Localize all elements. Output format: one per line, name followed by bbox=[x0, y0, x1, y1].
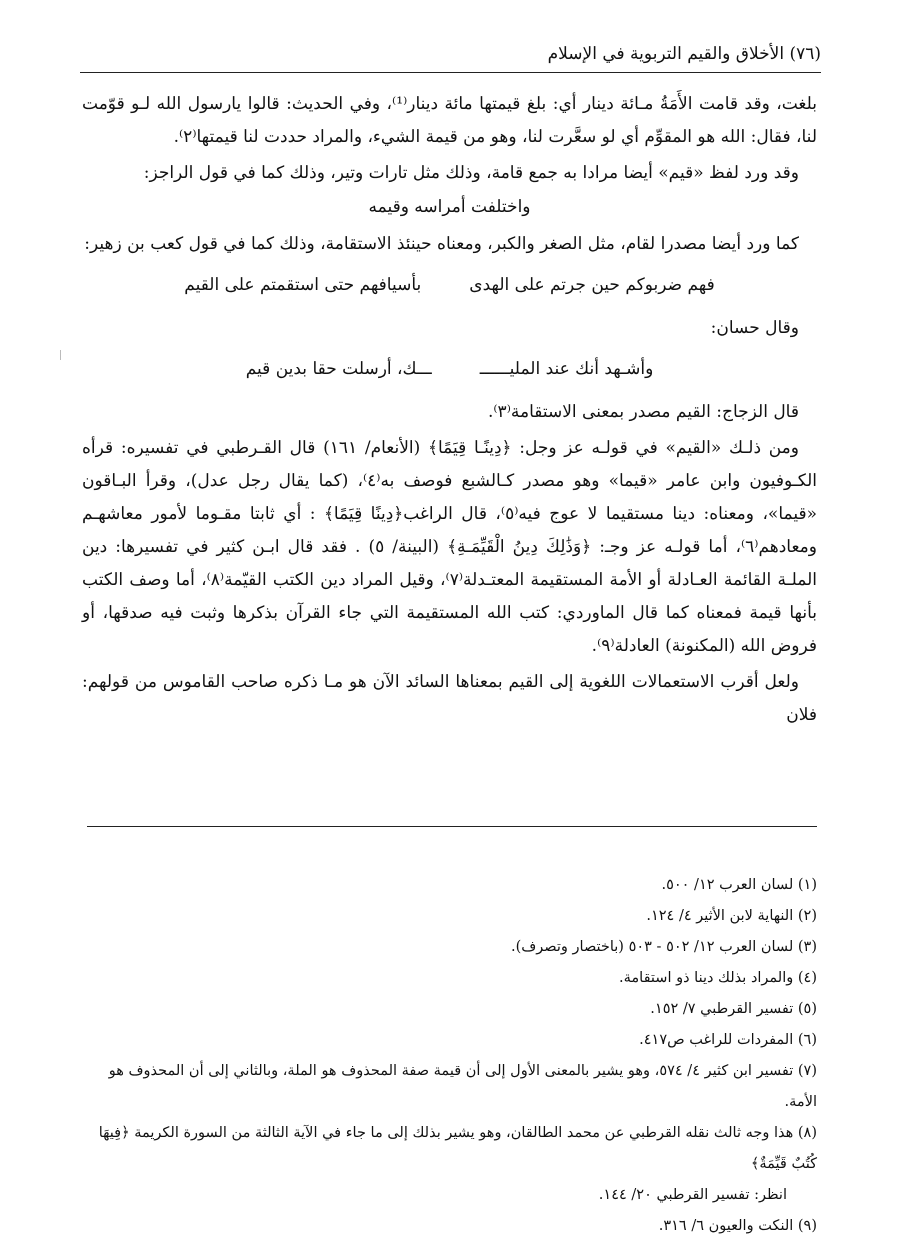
paragraph-3: كما ورد أيضا مصدرا لقام، مثل الصغر والكبر، ومعناه حينئذ الاستقامة، وذلك كما في قول كعب بن زهير: bbox=[84, 234, 799, 254]
footnote-3: (٣) لسان العرب ١٢/ ٥٠٢ - ٥٠٣ (باختصار وتصرف). bbox=[511, 939, 817, 955]
running-header bbox=[80, 40, 821, 73]
footnotes bbox=[82, 870, 817, 1242]
footnote-5: (٥) تفسير القرطبي ٧/ ١٥٢. bbox=[650, 1001, 817, 1017]
verse-2-first-hemistich: وأشـهد أنك عند المليــــــ bbox=[479, 359, 654, 379]
footnote-6: (٦) المفردات للراغب ص٤١٧. bbox=[639, 1032, 817, 1048]
poetry-verse-1 bbox=[82, 269, 817, 302]
header-title: (٧٦) الأخلاق والقيم التربوية في الإسلام bbox=[547, 44, 821, 64]
verse-1-first-hemistich: فهم ضربوكم حين جرتم على الهدى bbox=[469, 275, 715, 295]
poetry-verse-2 bbox=[82, 353, 817, 386]
footnote-1: (١) لسان العرب ١٢/ ٥٠٠. bbox=[661, 877, 817, 893]
paragraph-1: بلغت، وقد قامت الأَمَةُ مـائة دينار أي: بلغ قيمتها مائة دينار⁽¹⁾، وفي الحديث: قالوا يارسول الله لـو قوّمت لنا، فقال: الله هو المقوِّم أي لو سعَّرت لنا، وهو من قيمة الشيء، والمراد حددت لنا قيمتها⁽٢⁾. bbox=[82, 94, 817, 147]
footnote-9: (٩) النكت والعيون ٦/ ٣١٦. bbox=[658, 1218, 817, 1234]
margin-mark bbox=[60, 350, 61, 360]
footnote-7: (٧) تفسير ابن كثير ٤/ ٥٧٤، وهو يشير بالمعنى الأول إلى أن قيمة صفة المحذوف هو الملة، وبالثاني إلى أن المحذوف هو الأمة. bbox=[108, 1063, 817, 1110]
paragraph-2: وقد ورد لفظ «قيم» أيضا مرادا به جمع قامة، وذلك مثل تارات وتير، وذلك كما في قول الراجز: bbox=[143, 163, 799, 183]
verse-2-second-hemistich: ـــك، أرسلت حقا بدين قيم bbox=[245, 359, 432, 379]
verse-1-second-hemistich: بأسيافهم حتى استقمتم على القيم bbox=[184, 275, 422, 295]
paragraph-4: وقال حسان: bbox=[710, 318, 799, 338]
main-text bbox=[82, 88, 817, 732]
paragraph-6: ومن ذلـك «القيم» في قولـه عز وجل: ﴿دِينًـا قِيَمًا﴾ (الأنعام/ ١٦١) قال القـرطبي في تفسيره: قرأه الكـوفيون وابن عامر «قيما» وهو مصدر كـالشبع فوصف به⁽٤⁾، (كما يقال رجل عدل)، وقرأ البـاقون «قيما»، ومعناه: دينا مستقيما لا عوج فيه⁽٥⁾، قال الراغب﴿دِينًا قِيَمًا﴾ : أي ثابتا مقـوما لأمور معاشهـم ومعادهم⁽٦⁾، أما قولـه عز وجـ: ﴿وَذَٰلِكَ دِينُ الْقَيِّمَـةِ﴾ (البينة/ ٥) . فقد قال ابـن كثير في تفسيرها: دين الملـة القائمة العـادلة أو الأمة المستقيمة المعتـدلة⁽٧⁾، وقيل المراد دين الكتب القيّمة⁽٨⁾، أما وصف الكتب بأنها قيمة فمعناه كما قال الماوردي: كتب الله المستقيمة التي جاء القرآن بذكرها وثبت فيه صدقها، أو فروض الله (المكنونة) العادلة⁽٩⁾. bbox=[82, 438, 818, 656]
paragraph-5: قال الزجاج: القيم مصدر بمعنى الاستقامة⁽٣⁾. bbox=[487, 402, 799, 422]
footnote-2: (٢) النهاية لابن الأثير ٤/ ١٢٤. bbox=[646, 908, 817, 924]
paragraph-7: ولعل أقرب الاستعمالات اللغوية إلى القيم بمعناها السائد الآن هو مـا ذكره صاحب القاموس من قولهم: فلان bbox=[82, 672, 817, 725]
footnote-8-continuation: انظر: تفسير القرطبي ٢٠/ ١٤٤. bbox=[598, 1187, 787, 1203]
footnote-8: (٨) هذا وجه ثالث نقله القرطبي عن محمد الطالقان، وهو يشير بذلك إلى ما جاء في الآية الثالثة من السورة الكريمة ﴿فِيهَا كُتُبٌ قَيِّمَةٌ﴾ bbox=[98, 1125, 817, 1172]
poetry-line: واختلفت أمراسه وقيمه bbox=[368, 197, 531, 217]
footnote-4: (٤) والمراد بذلك دينا ذو استقامة. bbox=[619, 970, 817, 986]
footnote-separator bbox=[87, 826, 817, 827]
